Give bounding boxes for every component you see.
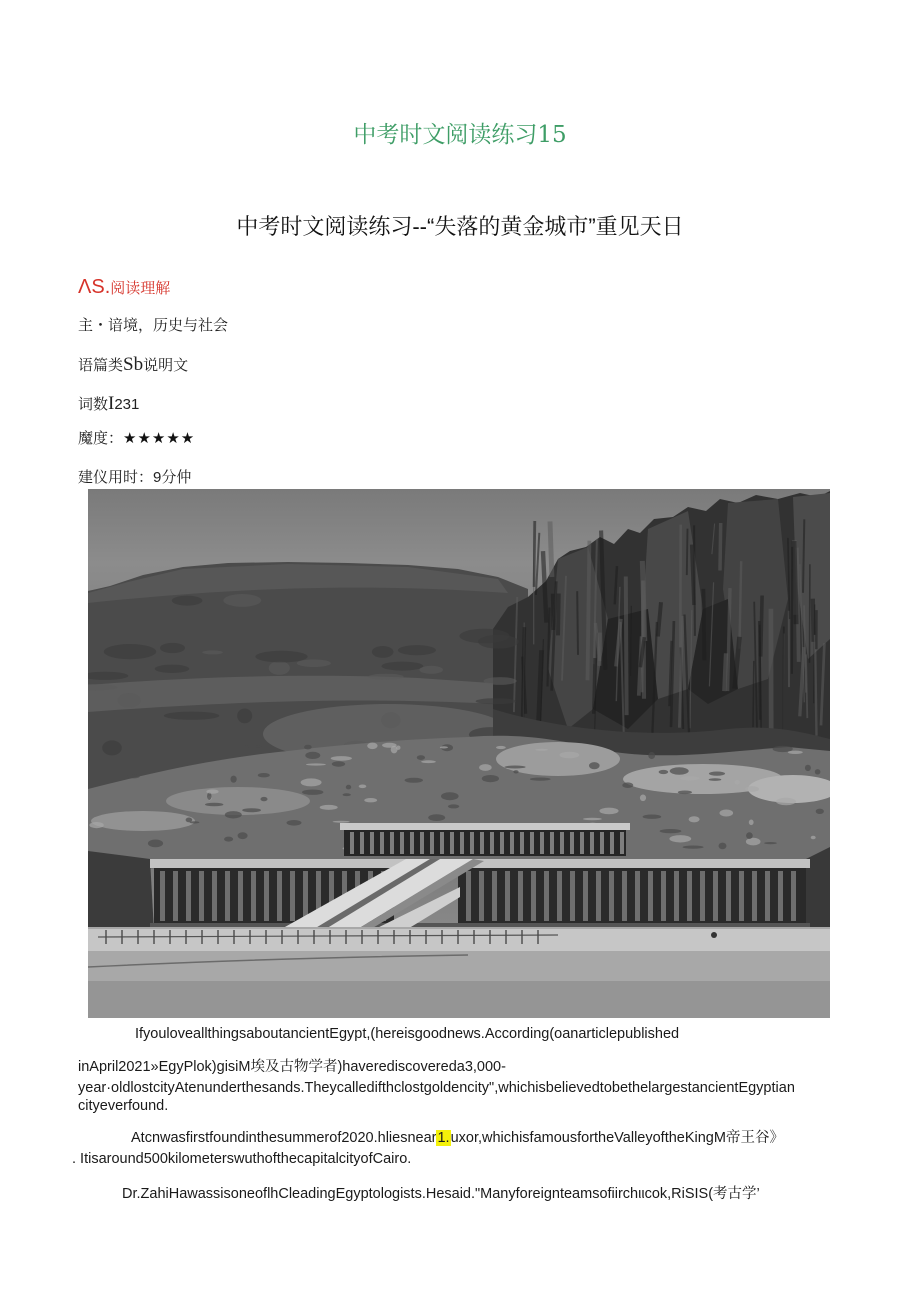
upper-column (620, 832, 624, 854)
lower-column (479, 871, 484, 921)
paragraph-2-line-2: . Itisaround500kilometerswuthofthecapitalcityofCairo. (72, 1151, 412, 1167)
rubble-speck (640, 795, 646, 802)
lower-column (199, 871, 204, 921)
section-tag-label: 阅读理解 (110, 280, 171, 297)
ground-light-band (88, 929, 830, 951)
rubble-speck (320, 805, 338, 810)
mesa-rock-texture (237, 709, 252, 724)
rubble-speck (622, 782, 633, 788)
info-genre-prefix: 语篇类 (78, 357, 124, 374)
mesa-rock-texture (202, 650, 223, 654)
mesa-rock-texture (155, 665, 190, 673)
cliff-rock-texture (692, 545, 694, 606)
rubble-light-patch (166, 787, 310, 815)
rubble-speck (261, 797, 268, 801)
lower-column (225, 871, 230, 921)
lower-column (264, 871, 269, 921)
lower-column (186, 871, 191, 921)
upper-column (530, 832, 534, 854)
rubble-light-patch (91, 811, 195, 831)
rubble-speck (746, 832, 753, 839)
rubble-speck (735, 780, 740, 785)
upper-column (540, 832, 544, 854)
lower-column (661, 871, 666, 921)
paragraph-1-line-2: inApril2021»EgyPlok)gisiM埃及古物学者)haverediscovereda3,000- (78, 1059, 506, 1075)
rubble-speck (745, 786, 759, 792)
difficulty-stars: ★★★★★ (123, 430, 196, 447)
lower-column (303, 871, 308, 921)
cliff-rock-texture (687, 529, 688, 576)
rubble-speck (505, 766, 526, 769)
rubble-speck (331, 756, 352, 761)
rubble-speck (417, 755, 425, 760)
upper-column (570, 832, 574, 854)
rubble-speck (776, 798, 796, 805)
mesa-rock-texture (160, 643, 185, 653)
rubble-speck (346, 785, 351, 790)
lower-column (609, 871, 614, 921)
rubble-speck (669, 835, 691, 842)
info-difficulty (78, 429, 195, 448)
cliff-rock-texture (594, 658, 595, 714)
mesa-rock-texture (484, 677, 517, 685)
rubble-speck (359, 785, 367, 789)
rubble-speck (589, 762, 600, 769)
rubble-speck (479, 764, 492, 771)
cliff-rock-texture (536, 533, 539, 595)
rubble-speck (301, 778, 322, 786)
lower-column (726, 871, 731, 921)
rubble-speck (560, 752, 580, 759)
rubble-speck (421, 760, 436, 763)
lower-column (570, 871, 575, 921)
upper-column (490, 832, 494, 854)
rubble-speck (333, 821, 350, 823)
paragraph-2-text: Atcnwasfirstfoundinthesummerof2020.hliesnear (131, 1130, 437, 1146)
article-title: 中考时文阅读练习--“失落的黄金城市”重见天日 (236, 214, 684, 239)
rubble-speck (535, 749, 548, 751)
upper-column (420, 832, 424, 854)
rubble-speck (128, 774, 140, 778)
rubble-speck (148, 840, 163, 848)
rubble-speck (482, 775, 499, 782)
rubble-speck (306, 763, 326, 765)
lower-column (544, 871, 549, 921)
temple-photo (88, 489, 830, 1018)
lower-column (778, 871, 783, 921)
temple-photo-drawing (88, 489, 830, 1018)
upper-column (460, 832, 464, 854)
mesa-rock-texture (255, 651, 307, 663)
lower-column (687, 871, 692, 921)
cliff-rock-texture (813, 599, 814, 642)
info-topic: 主・谙境，历史与社会 (78, 317, 229, 334)
rubble-speck (683, 846, 704, 849)
info-suggested-time: 建仪用时：9分仲 (78, 469, 192, 486)
upper-column (470, 832, 474, 854)
mesa-rock-texture (118, 693, 141, 708)
highlighted-text: 1. (437, 1130, 450, 1146)
cliff-rock-texture (728, 588, 730, 691)
rubble-speck (405, 778, 423, 783)
lower-column (277, 871, 282, 921)
rubble-speck (396, 746, 400, 750)
upper-column (520, 832, 524, 854)
rubble-speck (448, 804, 459, 808)
rubble-speck (773, 746, 793, 752)
left-rock-mass (88, 851, 154, 935)
info-word-count-value: 231 (114, 396, 140, 413)
rubble-speck (648, 752, 655, 759)
rubble-speck (225, 811, 242, 818)
rubble-speck (382, 743, 397, 748)
paragraph-2-text: uxor,whichisfamousfortheValleyoftheKingM帝王谷》 (450, 1130, 784, 1146)
rubble-speck (678, 791, 692, 795)
cliff-rock-texture (534, 521, 535, 587)
cliff-rock-texture (703, 589, 704, 661)
rubble-speck (367, 743, 377, 750)
lower-column (466, 871, 471, 921)
rubble-speck (305, 752, 320, 759)
rubble-speck (816, 809, 824, 814)
cliff-rock-texture (522, 627, 524, 731)
mesa-rock-texture (460, 629, 510, 644)
info-word-count-mark: I (108, 393, 115, 414)
lower-column (557, 871, 562, 921)
rubble-speck (440, 746, 448, 748)
mesa-rock-texture (381, 712, 400, 728)
lower-column (160, 871, 165, 921)
upper-column (360, 832, 364, 854)
cliff-rock-texture (794, 541, 796, 624)
cliff-rock-texture (626, 577, 627, 716)
paragraph-1-line-4: cityeverfound. (78, 1098, 169, 1114)
rubble-speck (224, 837, 233, 842)
upper-column (480, 832, 484, 854)
info-genre-value: 说明文 (143, 357, 189, 374)
rubble-speck (764, 842, 777, 844)
lower-column (173, 871, 178, 921)
upper-column (580, 832, 584, 854)
upper-column (370, 832, 374, 854)
paragraph-1-line-3: year·oldlostcityAtenunderthesands.Theycalledifthclostgoldencity",whichisbelievedtobethelargestancientEgyptian (78, 1080, 795, 1096)
cliff-rock-texture (577, 591, 578, 655)
cliff-rock-texture (803, 519, 804, 593)
mesa-rock-texture (223, 594, 261, 607)
mesa-rock-texture (419, 666, 443, 674)
cliff-rock-texture (631, 606, 632, 676)
mesa-rock-texture (104, 644, 156, 659)
mesa-rock-texture (398, 645, 436, 655)
paragraph-1-line-1: IfyouloveallthingsaboutancientEgypt,(hereisgoodnews.According(oanarticlepublished (135, 1026, 680, 1042)
rubble-speck (599, 808, 618, 815)
rubble-speck (583, 818, 602, 820)
upper-column (430, 832, 434, 854)
rubble-speck (689, 816, 700, 822)
lower-column (212, 871, 217, 921)
rubble-speck (659, 770, 669, 774)
cliff-rock-texture (815, 635, 817, 736)
section-tag (78, 275, 170, 301)
rubble-speck (287, 820, 302, 826)
lower-column (791, 871, 796, 921)
rubble-speck (190, 821, 200, 823)
rubble-speck (720, 810, 734, 817)
lower-column (700, 871, 705, 921)
rubble-speck (788, 751, 803, 754)
cliff-rock-texture (761, 596, 762, 657)
lower-column (739, 871, 744, 921)
rubble-speck (89, 822, 103, 828)
info-genre (78, 355, 188, 375)
rubble-speck (244, 746, 261, 748)
lower-column (583, 871, 588, 921)
lower-column (596, 871, 601, 921)
rubble-speck (709, 772, 725, 776)
rubble-speck (670, 767, 689, 774)
lower-column (648, 871, 653, 921)
rubble-speck (343, 793, 351, 796)
lower-column (531, 871, 536, 921)
rubble-speck (719, 843, 727, 850)
upper-column (560, 832, 564, 854)
rubble-speck (643, 815, 662, 819)
terrace-base (150, 923, 810, 927)
ground-shadow (88, 981, 830, 1018)
lower-column (765, 871, 770, 921)
lower-column (518, 871, 523, 921)
rubble-speck (749, 820, 754, 826)
cliff-rock-texture (558, 594, 559, 636)
lower-column (622, 871, 627, 921)
rubble-speck (258, 773, 270, 777)
rubble-speck (206, 789, 218, 793)
mesa-rock-texture (372, 646, 394, 658)
paragraph-2-line-1 (131, 1129, 784, 1147)
upper-column (380, 832, 384, 854)
rubble-speck (660, 829, 682, 833)
section-tag-prefix: ΛS. (78, 276, 111, 298)
rubble-speck (496, 746, 506, 749)
cliff-rock-texture (724, 653, 726, 691)
rubble-speck (709, 778, 722, 781)
rubble-speck (513, 770, 518, 773)
cliff-rock-texture (759, 621, 760, 720)
rubble-speck (805, 765, 811, 771)
lower-column (713, 871, 718, 921)
upper-terrace-roof (340, 823, 630, 830)
rubble-speck (746, 838, 761, 846)
lower-column (492, 871, 497, 921)
cliff-rock-texture (588, 541, 590, 681)
upper-column (600, 832, 604, 854)
lower-column (238, 871, 243, 921)
cliff-rock-texture (550, 521, 552, 577)
upper-column (510, 832, 514, 854)
rubble-speck (332, 761, 345, 766)
lower-column (674, 871, 679, 921)
mesa-rock-texture (102, 740, 122, 755)
page-title: 中考时文阅读练习15 (353, 122, 567, 148)
rubble-speck (441, 792, 459, 800)
rubble-speck (530, 778, 551, 781)
info-word-count-prefix: 词数 (78, 396, 109, 413)
rubble-speck (815, 769, 821, 774)
mesa-rock-texture (269, 661, 290, 675)
rubble-speck (428, 814, 445, 821)
upper-column (410, 832, 414, 854)
mesa-rock-texture (476, 698, 517, 704)
rubble-speck (680, 776, 699, 780)
rubble-speck (205, 803, 223, 807)
upper-column (610, 832, 614, 854)
upper-column (590, 832, 594, 854)
mesa-rock-texture (164, 712, 219, 720)
mesa-rock-texture (297, 659, 331, 667)
rubble-speck (238, 832, 248, 839)
rubble-speck (364, 798, 377, 802)
lower-column (251, 871, 256, 921)
info-word-count (78, 394, 139, 414)
info-difficulty-label: 魔度： (78, 430, 124, 447)
paragraph-3-line-1: Dr.ZahiHawassisoneoflhCleadingEgyptologists.Hesaid."Manyforeignteamsofiirchιιcok,RiSIS(考古学’ (122, 1186, 760, 1202)
lower-column (505, 871, 510, 921)
upper-column (550, 832, 554, 854)
upper-column (400, 832, 404, 854)
rubble-speck (302, 790, 323, 795)
upper-column (350, 832, 354, 854)
cliff-rock-texture (720, 523, 721, 571)
lower-column (635, 871, 640, 921)
upper-column (440, 832, 444, 854)
lower-column (752, 871, 757, 921)
rubble-speck (231, 776, 237, 783)
lower-column (290, 871, 295, 921)
rubble-speck (811, 836, 816, 840)
mesa-rock-texture (382, 662, 424, 671)
mesa-rock-texture (172, 596, 203, 606)
rubble-speck (304, 745, 312, 750)
cliff-rock-texture (753, 661, 754, 727)
distant-figure (711, 932, 717, 938)
mesa-rock-texture (368, 674, 403, 680)
upper-column (450, 832, 454, 854)
upper-column (500, 832, 504, 854)
upper-column (390, 832, 394, 854)
rubble-speck (242, 808, 261, 812)
info-genre-code: Sb (123, 354, 144, 375)
